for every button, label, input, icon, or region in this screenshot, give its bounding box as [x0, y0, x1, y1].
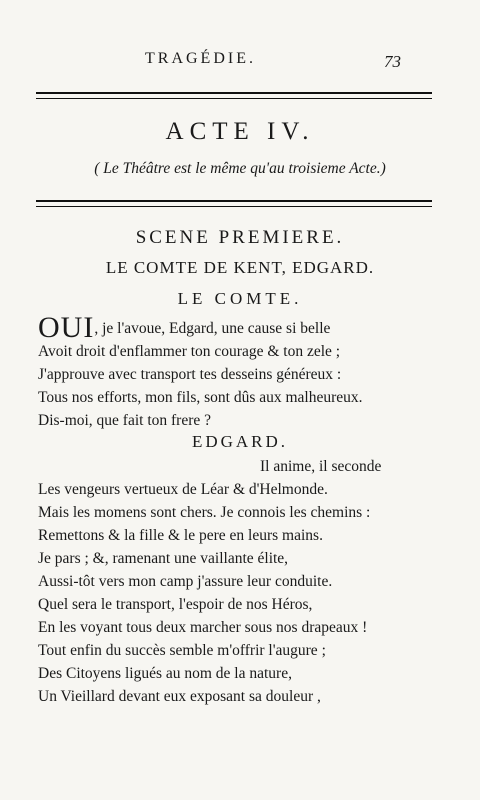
verse-line: Des Citoyens ligués au nom de la nature,	[38, 665, 292, 682]
verse-line: Je pars ; &, ramenant une vaillante élite,	[38, 550, 289, 567]
scene-title: SCENE PREMIERE.	[135, 227, 345, 248]
verse-line: Les vengeurs vertueux de Léar & d'Helmonde.	[38, 481, 328, 498]
running-title: TRAGÉDIE.	[145, 50, 256, 67]
verse-line: Dis-moi, que fait ton frere ?	[38, 412, 212, 429]
page-number: 73	[384, 52, 401, 71]
verse-line: Mais les momens sont chers. Je connois les chemins :	[38, 504, 371, 521]
verse-line: J'approuve avec transport tes desseins généreux :	[38, 366, 342, 383]
verse-line: Un Vieillard devant eux exposant sa douleur ,	[38, 688, 321, 705]
speaker-name: LE COMTE.	[177, 289, 303, 308]
speech-block	[38, 311, 438, 432]
verse-line	[38, 311, 438, 344]
verse-line: Tous nos efforts, mon fils, sont dûs aux malheureux.	[38, 389, 363, 406]
verse-line: Quel sera le transport, l'espoir de nos Héros,	[38, 596, 313, 613]
drop-cap: OUI	[38, 311, 95, 344]
speaker-name: EDGARD.	[191, 432, 289, 451]
divider-rule-bottom	[36, 200, 432, 207]
scene-characters: LE COMTE DE KENT, EDGARD.	[105, 258, 375, 277]
verse-line: Avoit droit d'enflammer ton courage & ton zele ;	[38, 343, 341, 360]
running-head	[0, 50, 480, 74]
verse-line-continuation: Il anime, il seconde	[260, 458, 382, 475]
act-title: ACTE IV.	[165, 118, 315, 145]
verse-line: Aussi-tôt vers mon camp j'assure leur conduite.	[38, 573, 333, 590]
verse-line: Remettons & la fille & le pere en leurs mains.	[38, 527, 323, 544]
divider-rule-top	[36, 92, 432, 99]
verse-line-text: , je l'avoue, Edgard, une cause si belle	[94, 320, 331, 337]
speech-block	[38, 478, 438, 708]
verse-line: En les voyant tous deux marcher sous nos drapeaux !	[38, 619, 368, 636]
verse-line: Tout enfin du succès semble m'offrir l'augure ;	[38, 642, 326, 659]
act-stage-note: ( Le Théâtre est le même qu'au troisieme Acte.)	[94, 160, 386, 177]
